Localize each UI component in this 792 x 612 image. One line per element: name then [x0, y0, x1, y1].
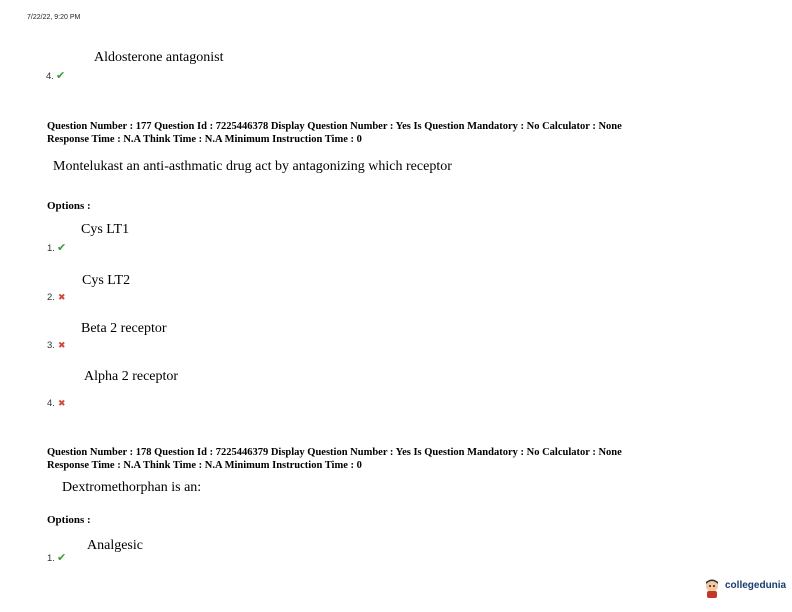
- question-177-option-3-text: Beta 2 receptor: [81, 321, 167, 336]
- question-177-option-4-text: Alpha 2 receptor: [84, 369, 179, 384]
- question-178-options-label: Options :: [47, 514, 91, 526]
- question-177-option-3-marker: [47, 335, 65, 353]
- check-icon: ✔: [56, 551, 67, 564]
- question-177-text: Montelukast an anti-asthmatic drug act by antagonizing which receptor: [53, 159, 452, 174]
- option-number: 3.: [47, 340, 55, 351]
- logo-tagline: [725, 591, 786, 595]
- option-number: 4.: [46, 71, 54, 82]
- question-178-meta-line1: Question Number : 178 Question Id : 7225446379 Display Question Number : Yes Is Question Mandatory : No Calculator : None: [47, 447, 622, 458]
- collegedunia-logo: [703, 578, 786, 598]
- prev-option-4-marker: [46, 66, 65, 84]
- check-icon: ✔: [55, 69, 66, 82]
- option-number: 1.: [47, 243, 55, 254]
- print-timestamp: 7/22/22, 9:20 PM: [27, 14, 81, 21]
- logo-text: collegedunia: [725, 580, 787, 591]
- cross-icon: ✖: [57, 293, 66, 303]
- option-number: 2.: [47, 292, 55, 303]
- mascot-icon: [703, 578, 721, 598]
- question-177-meta: [47, 120, 622, 146]
- question-178-option-1-text: Analgesic: [87, 538, 143, 553]
- question-177-meta-line1: Question Number : 177 Question Id : 7225446378 Display Question Number : Yes Is Question Mandatory : No Calculator : None: [47, 121, 622, 132]
- question-178-meta: [47, 446, 622, 472]
- question-177-option-1-text: Cys LT1: [81, 222, 130, 237]
- question-177-option-1-marker: [47, 238, 66, 256]
- question-177-option-2-marker: [47, 287, 65, 305]
- option-number: 1.: [47, 553, 55, 564]
- prev-option-4-text: Aldosterone antagonist: [94, 50, 224, 65]
- option-number: 4.: [47, 398, 55, 409]
- question-178-option-1-marker: [47, 548, 66, 566]
- cross-icon: ✖: [57, 341, 66, 351]
- question-178-meta-line2: Response Time : N.A Think Time : N.A Minimum Instruction Time : 0: [47, 460, 362, 471]
- question-177-option-2-text: Cys LT2: [82, 273, 131, 288]
- cross-icon: ✖: [57, 399, 66, 409]
- question-177-meta-line2: Response Time : N.A Think Time : N.A Minimum Instruction Time : 0: [47, 134, 362, 145]
- question-177-options-label: Options :: [47, 200, 91, 212]
- check-icon: ✔: [56, 241, 67, 254]
- question-177-option-4-marker: [47, 393, 65, 411]
- question-178-text: Dextromethorphan is an:: [62, 480, 202, 495]
